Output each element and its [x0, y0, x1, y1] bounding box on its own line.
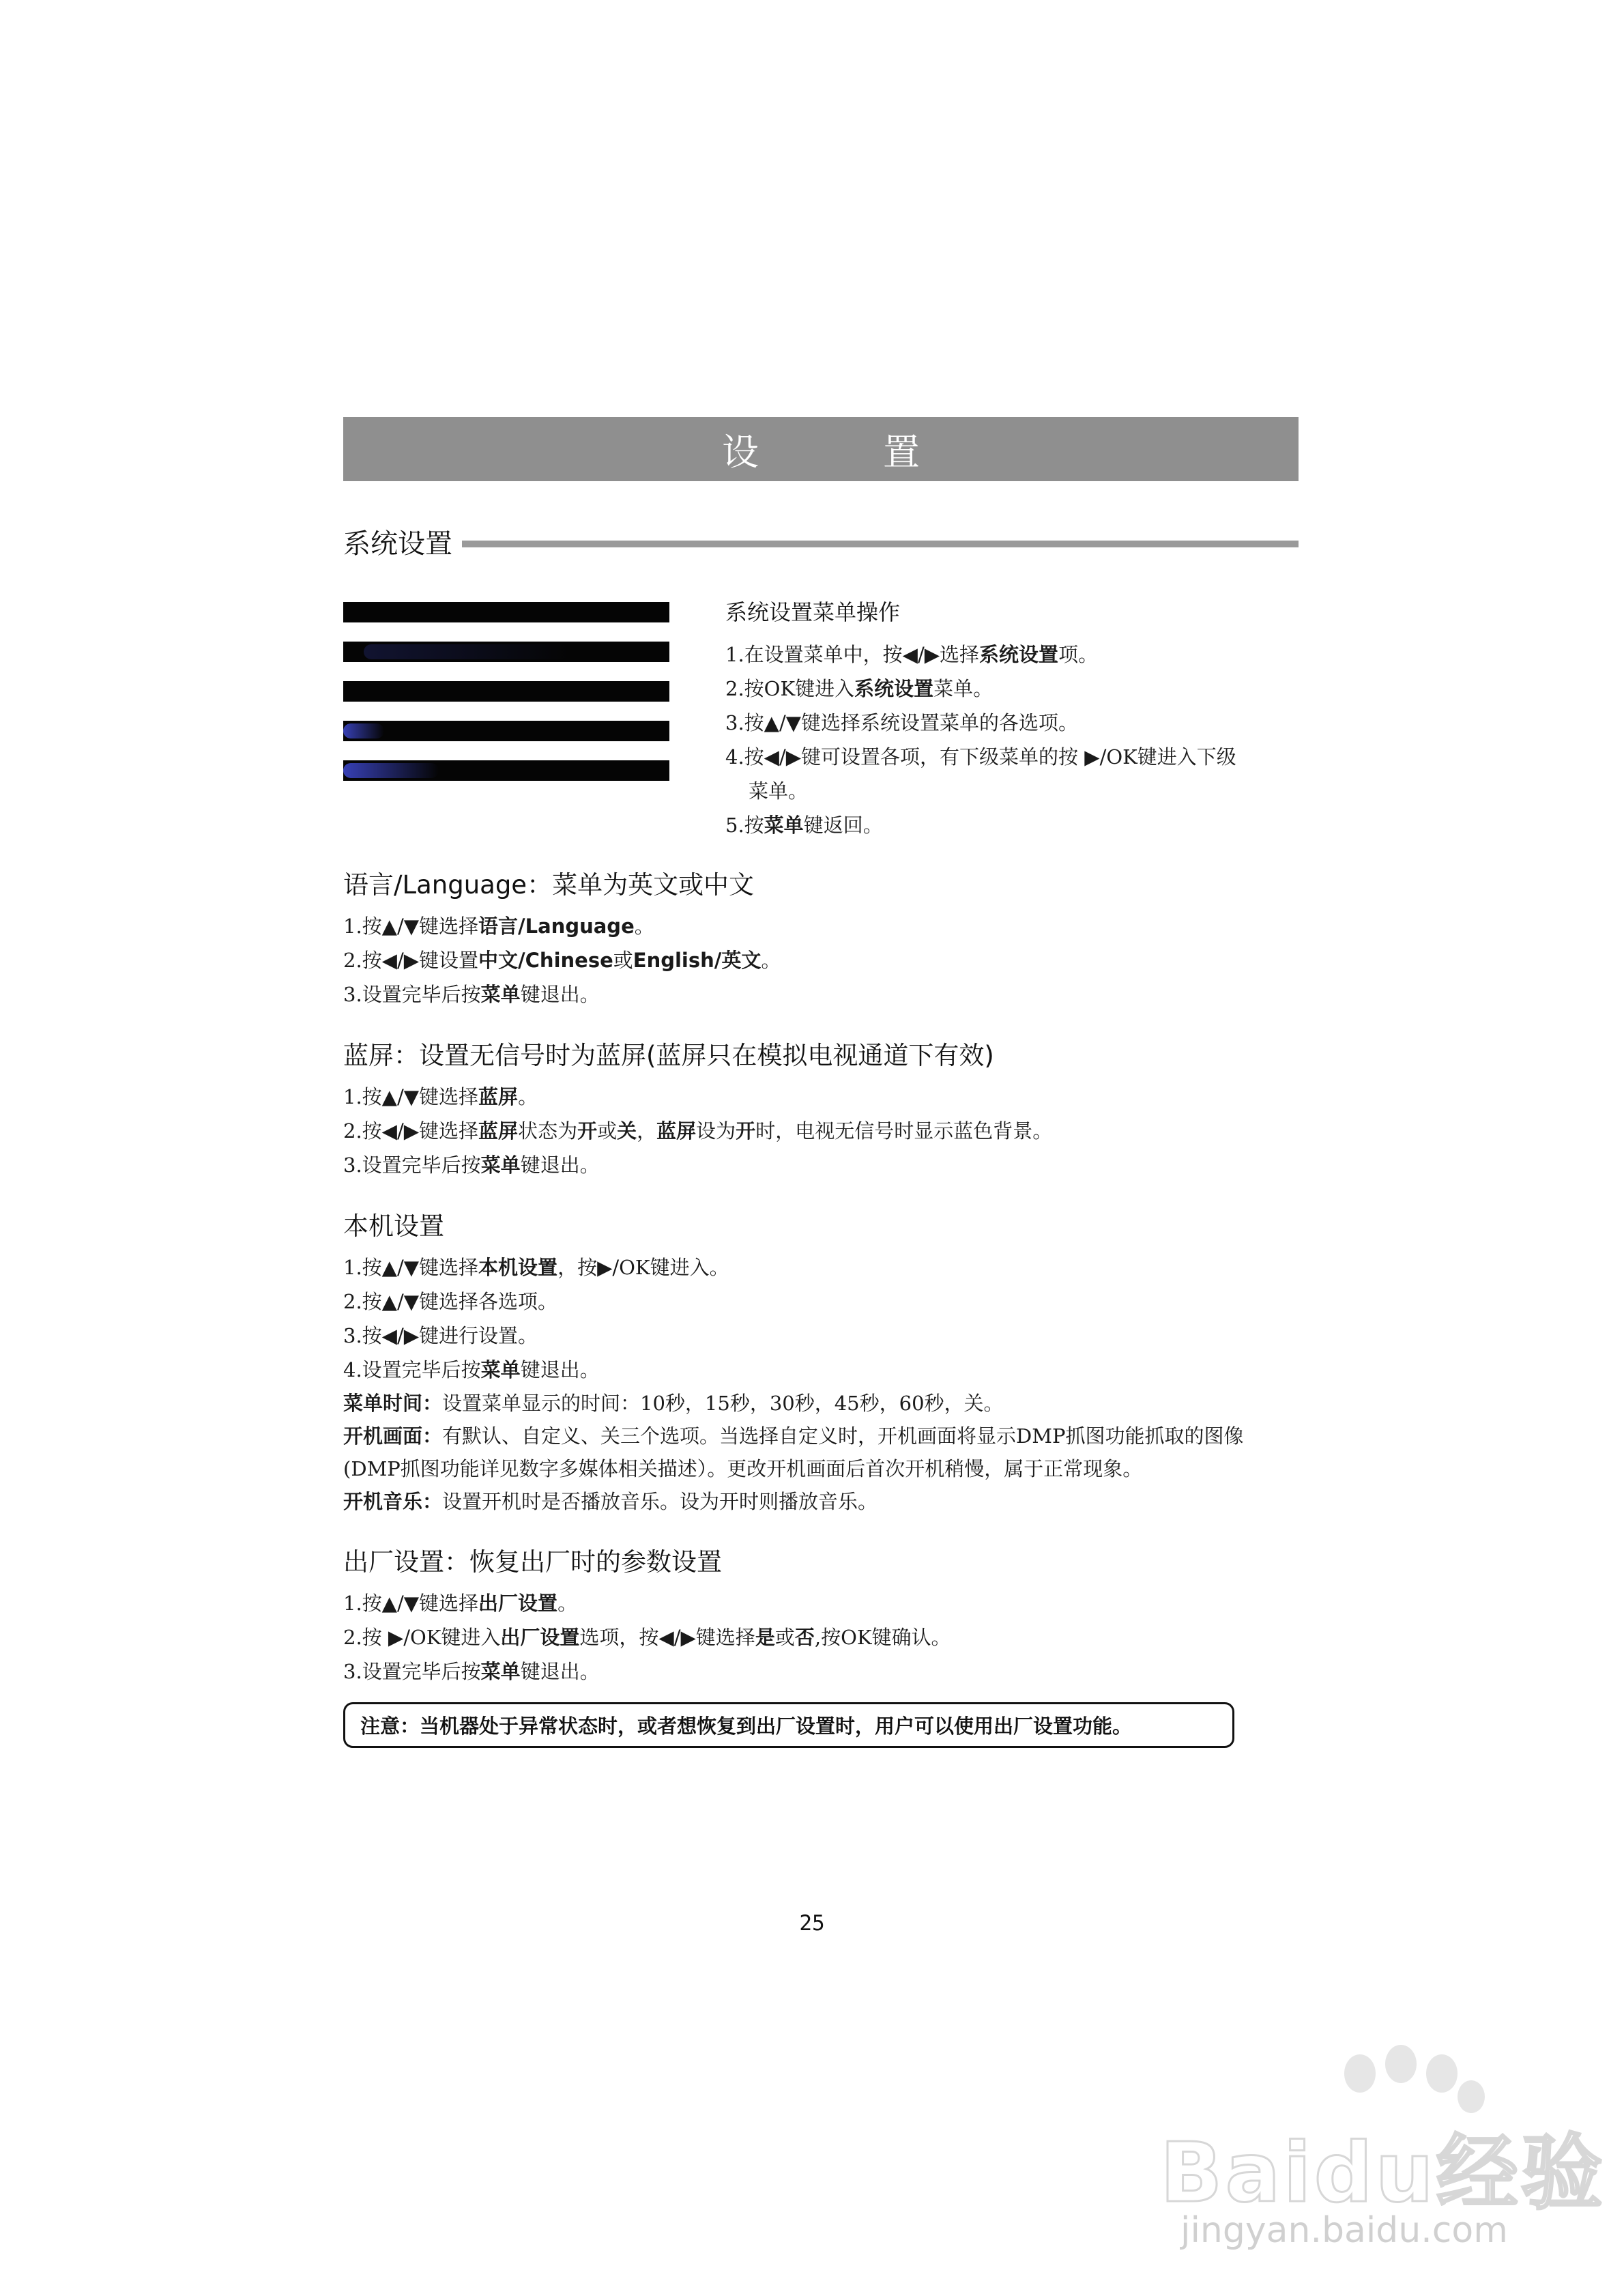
ops-line-3: 3.按▲/▼键选择系统设置菜单的各选项。 — [725, 711, 1079, 734]
section-rule — [462, 541, 1299, 547]
menu-operations — [725, 595, 1299, 842]
watermark-big: Baidu经验 — [1160, 2126, 1606, 2221]
page-title: 设 置 — [343, 417, 1299, 481]
section-header — [343, 522, 1299, 561]
language-line-2: 2.按◀/▶键设置中文/Chinese或English/英文。 — [343, 949, 781, 972]
language-line-3: 3.设置完毕后按菜单键退出。 — [343, 983, 600, 1006]
bluescreen-line-2: 2.按◀/▶键选择蓝屏状态为开或关，蓝屏设为开时，电视无信号时显示蓝色背景。 — [343, 1119, 1053, 1143]
notice-box: 注意：当机器处于异常状态时，或者想恢复到出厂设置时，用户可以使用出厂设置功能。 — [343, 1702, 1234, 1748]
ops-line-4: 4.按◀/▶键可设置各项，有下级菜单的按 ▶/OK键进入下级 — [725, 745, 1236, 769]
local-line-4: 4.设置完毕后按菜单键退出。 — [343, 1358, 600, 1381]
bluescreen-line-1: 1.按▲/▼键选择蓝屏。 — [343, 1085, 538, 1108]
menu-bar — [343, 760, 669, 781]
manual-page — [343, 417, 1299, 1748]
language-heading: 语言/Language：菜单为英文或中文 — [343, 870, 755, 900]
local-heading: 本机设置 — [343, 1211, 444, 1241]
ops-line-5: 5.按菜单键返回。 — [725, 814, 883, 837]
page-number: 25 — [799, 1911, 825, 1936]
boot-image-desc: 开机画面：有默认、自定义、关三个选项。当选择自定义时，开机画面将显示DMP抓图功能抓取的图像(DMP抓图功能详见数字多媒体相关描述）。更改开机画面后首次开机稍慢，属于正常现象。 — [343, 1424, 1244, 1480]
factory-line-2: 2.按 ▶/OK键进入出厂设置选项，按◀/▶键选择是或否,按OK键确认。 — [343, 1626, 951, 1649]
bluescreen-heading: 蓝屏：设置无信号时为蓝屏(蓝屏只在模拟电视通道下有效) — [343, 1041, 994, 1070]
menu-time-desc: 菜单时间：设置菜单显示的时间：10秒，15秒，30秒，45秒，60秒，关。 — [343, 1392, 1004, 1415]
factory-line-3: 3.设置完毕后按菜单键退出。 — [343, 1660, 600, 1683]
language-line-1: 1.按▲/▼键选择语言/Language。 — [343, 915, 654, 938]
watermark-url: jingyan.baidu.com — [1180, 2210, 1508, 2251]
factory-heading: 出厂设置：恢复出厂时的参数设置 — [343, 1547, 722, 1577]
local-line-1: 1.按▲/▼键选择本机设置，按▶/OK键进入。 — [343, 1256, 729, 1279]
factory-line-1: 1.按▲/▼键选择出厂设置。 — [343, 1592, 578, 1615]
menu-screenshot-image — [343, 602, 669, 800]
menu-bar — [343, 642, 669, 662]
boot-music-desc: 开机音乐：设置开机时是否播放音乐。设为开时则播放音乐。 — [343, 1490, 878, 1513]
baidu-watermark — [1160, 2054, 1606, 2259]
ops-line-1: 1.在设置菜单中，按◀/▶选择系统设置项。 — [725, 643, 1099, 666]
section-title: 系统设置 — [343, 528, 452, 560]
local-line-2: 2.按▲/▼键选择各选项。 — [343, 1290, 558, 1313]
system-setup-block — [343, 561, 1299, 841]
local-line-3: 3.按◀/▶键进行设置。 — [343, 1324, 538, 1347]
bluescreen-line-3: 3.设置完毕后按菜单键退出。 — [343, 1153, 600, 1177]
ops-heading: 系统设置菜单操作 — [725, 599, 901, 625]
menu-bar — [343, 721, 669, 741]
menu-bar — [343, 681, 669, 702]
ops-line-2: 2.按OK键进入系统设置菜单。 — [725, 677, 994, 700]
menu-bar — [343, 602, 669, 622]
ops-line-4-cont: 菜单。 — [749, 779, 809, 803]
